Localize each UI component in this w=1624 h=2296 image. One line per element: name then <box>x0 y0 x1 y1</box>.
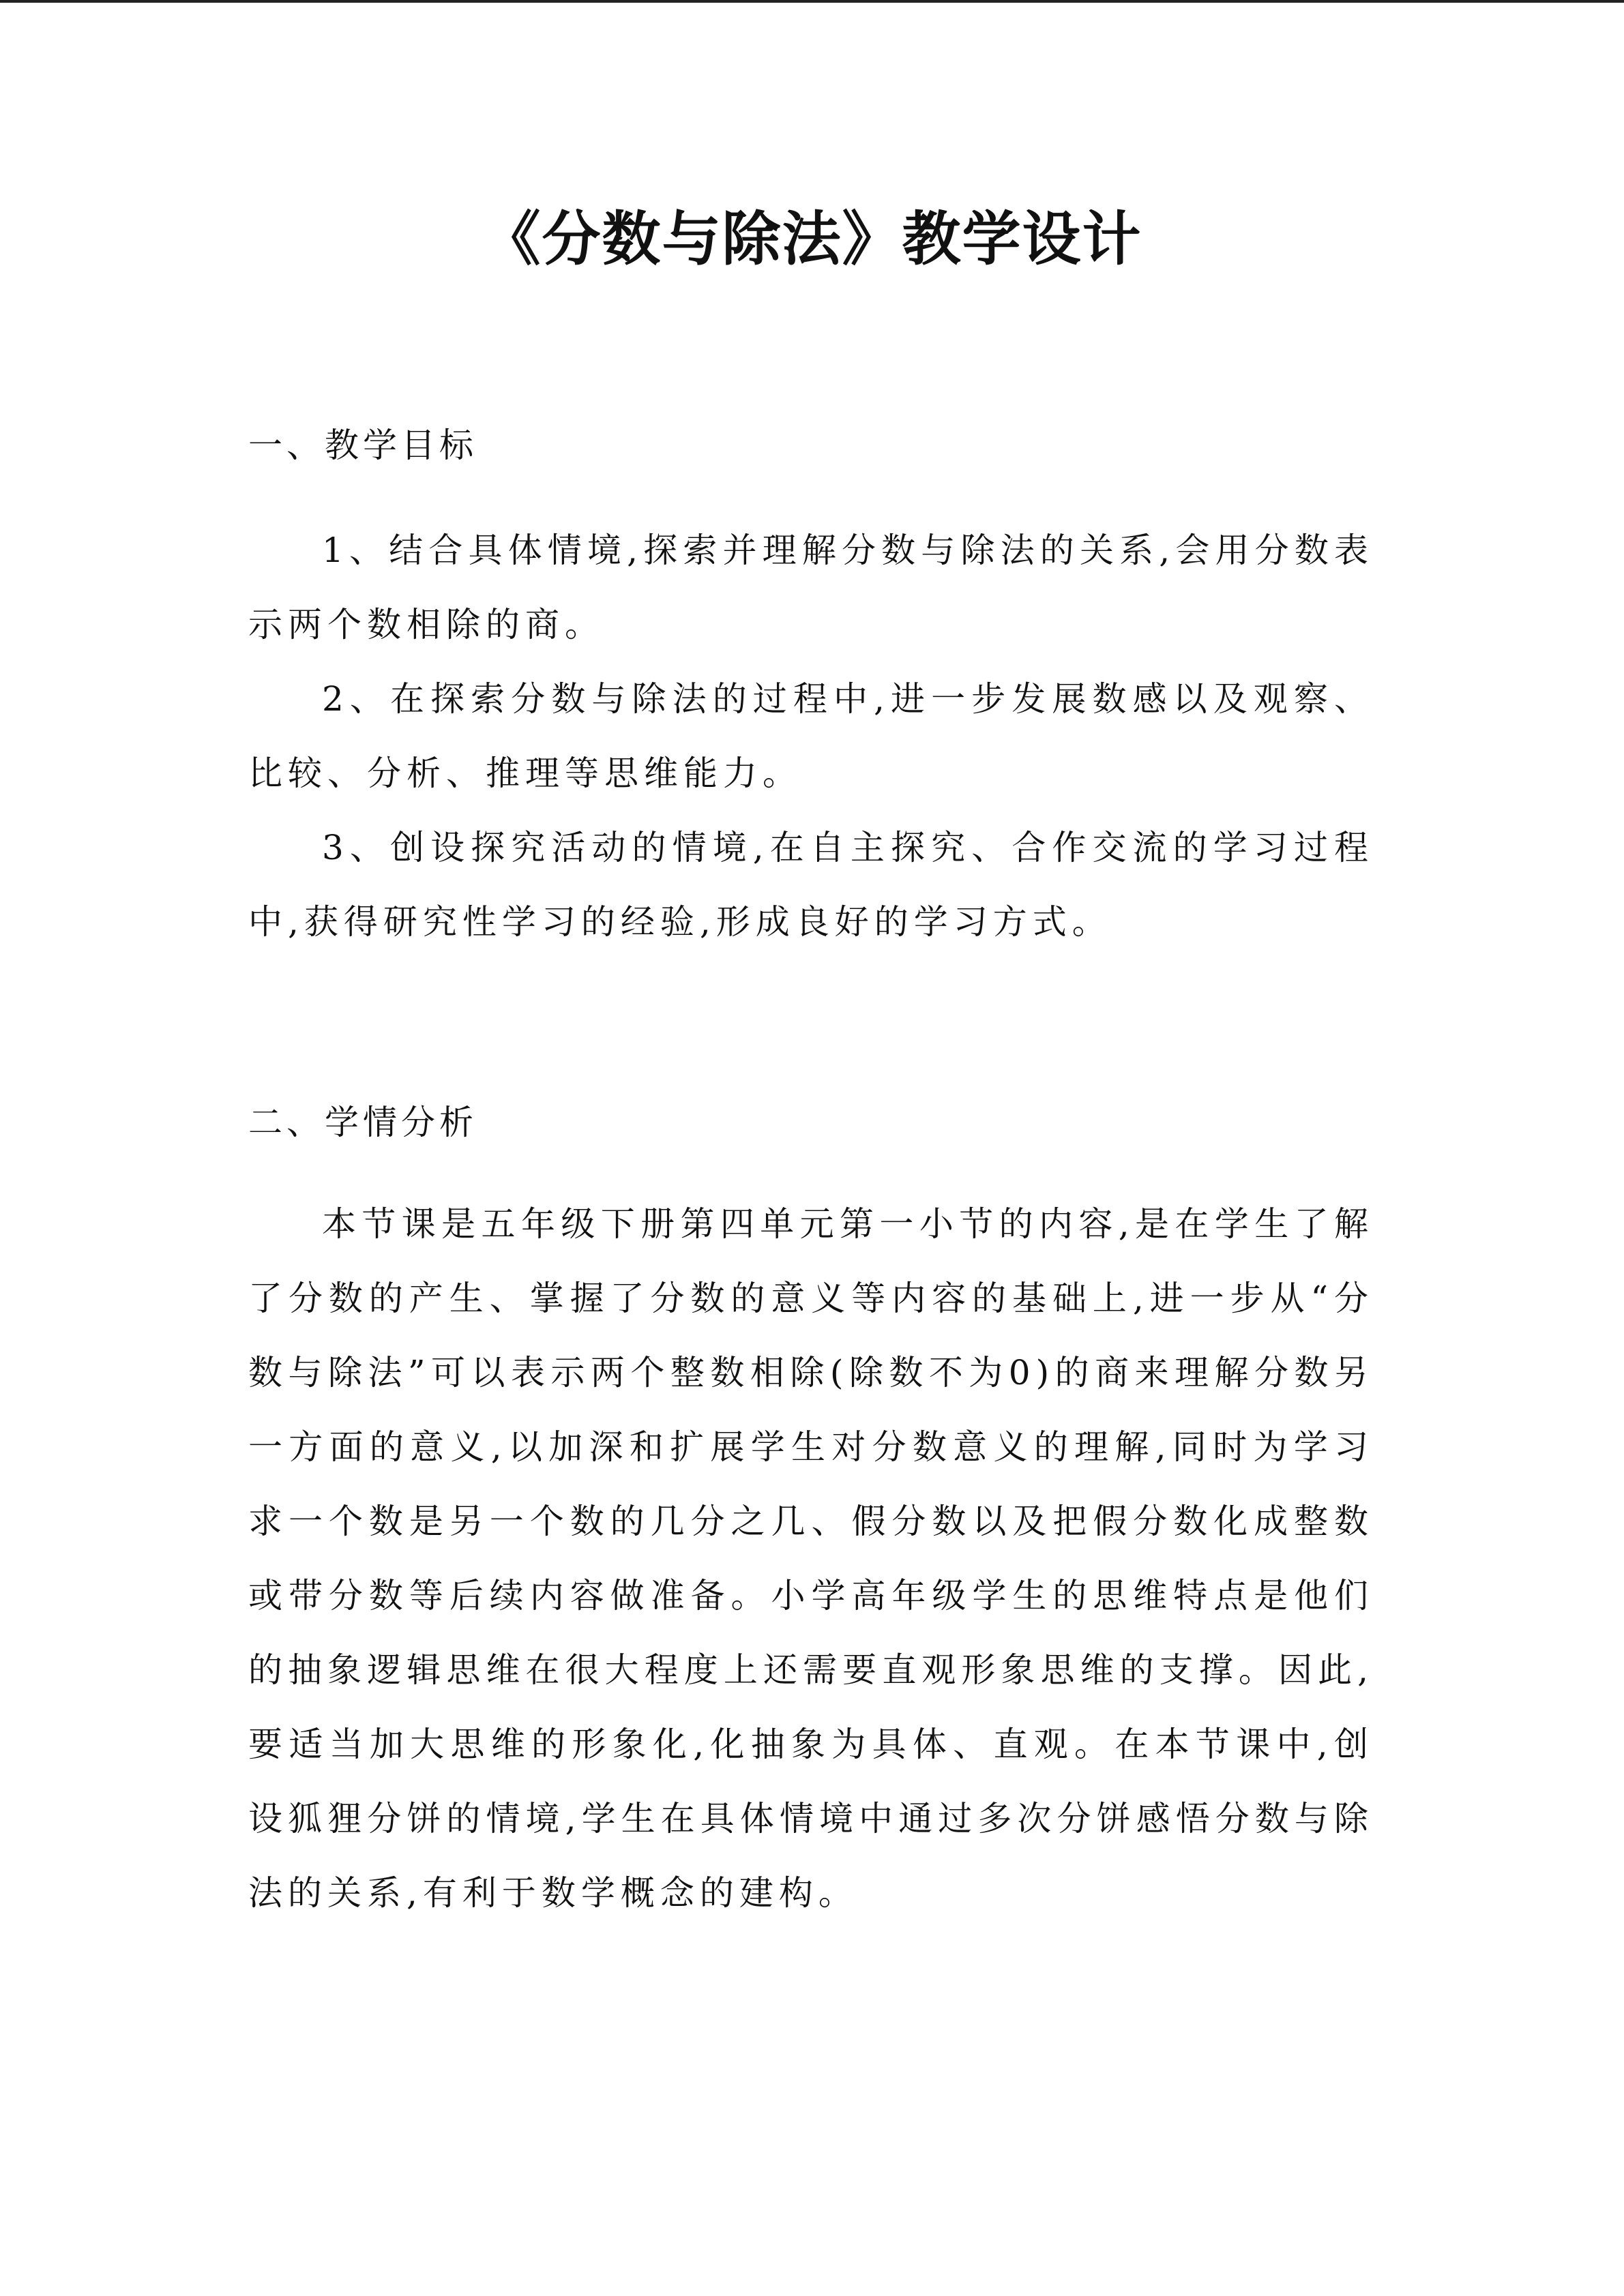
objective-paragraph-3: 3、创设探究活动的情境,在自主探究、合作交流的学习过程中,获得研究性学习的经验,形成良好的学习方式。 <box>248 828 1374 942</box>
analysis-paragraph: 本节课是五年级下册第四单元第一小节的内容,是在学生了解了分数的产生、掌握了分数的意义等内容的基础上,进一步从“分数与除法”可以表示两个整数相除(除数不为0)的商来理解分数另一方面的意义,以加深和扩展学生对分数意义的理解,同时为学习求一个数是另一个数的几分之几、假分数以及把假分数化成整数或带分数等后续内容做准备。小学高年级学生的思维特点是他们的抽象逻辑思维在很大程度上还需要直观形象思维的支撑。因此,要适当加大思维的形象化,化抽象为具体、直观。在本节课中,创设狐狸分饼的情境,学生在具体情境中通过多次分饼感悟分数与除法的关系,有利于数学概念的建构。 <box>248 1204 1374 1913</box>
page-top-border <box>0 0 1624 3</box>
objective-paragraph-1: 1、结合具体情境,探索并理解分数与除法的关系,会用分数表示两个数相除的商。 <box>248 531 1374 644</box>
section-heading-objectives: 一、教学目标 <box>248 426 477 465</box>
document-title: 《分数与除法》教学设计 <box>482 205 1142 273</box>
objective-paragraph-2: 2、在探索分数与除法的过程中,进一步发展数感以及观察、比较、分析、推理等思维能力。 <box>248 679 1374 793</box>
section-heading-analysis: 二、学情分析 <box>248 1103 477 1142</box>
